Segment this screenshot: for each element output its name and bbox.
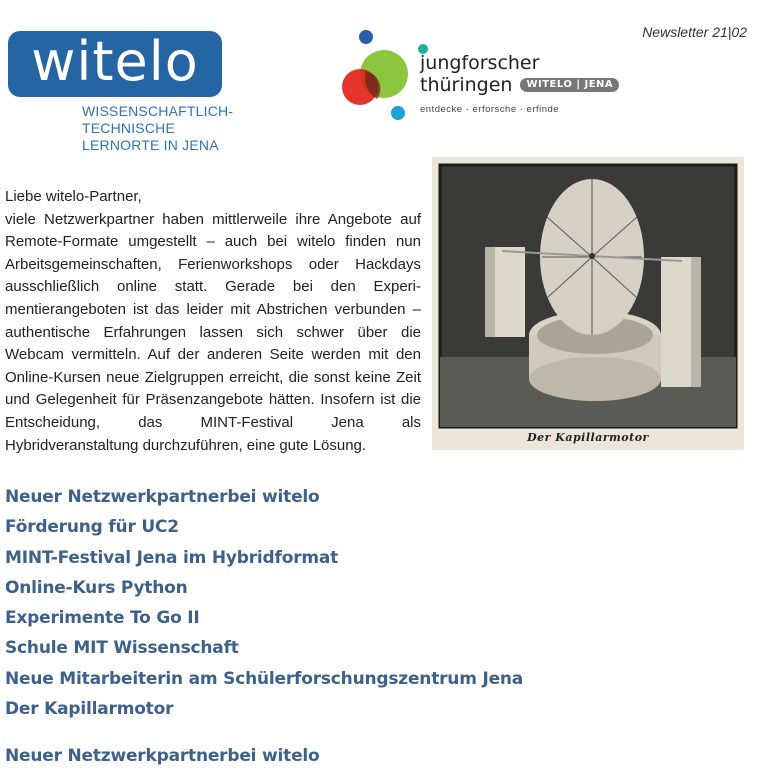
newsletter-number: Newsletter 21|02 — [642, 24, 747, 40]
jungforscher-line2 — [420, 74, 619, 96]
intro-body: viele Netzwerkpartner haben mittlerweile ihre Angebote auf Remote-Formate umgestellt – auch bei witelo finden nun Arbeitsgemeinschaften, Ferienworkshops oder Hackdays ausschließlich online statt. Gerade bei den Experimentierangeboten ist das leider mit Abstrichen verbunden – authentische Erfahrungen lassen sich schwer über die Webcam vermitteln. Auf der anderen Seite werden mit den Online-Kursen neue Zielgruppen erreicht, die sonst keine Zeit und Gelegenheit für Präsenzangebote hätten. Insofern ist die Entscheidung, das MINT-Festival Jena als Hybridveranstaltung durchzuführen, eine gute Lösung. — [5, 210, 421, 454]
toc-link-experimente-to-go[interactable]: Experimente To Go II — [5, 608, 200, 629]
witelo-logo-text: witelo — [31, 30, 199, 93]
toc-link-neue-mitarbeiterin[interactable]: Neue Mitarbeiterin am Schülerforschungszentrum Jena — [5, 668, 524, 689]
section-heading: Neuer Netzwerkpartnerbei witelo — [5, 746, 320, 766]
toc-link-kapillarmotor[interactable]: Der Kapillarmotor — [5, 699, 174, 720]
witelo-subtitle-line2: LERNORTE IN JENA — [82, 137, 219, 153]
intro-text — [5, 186, 421, 457]
kapillarmotor-image — [432, 157, 744, 450]
witelo-jena-badge: WITELO | JENA — [520, 78, 619, 92]
figure-caption: Der Kapillarmotor — [527, 431, 649, 444]
jungforscher-wordmark — [420, 52, 619, 115]
witelo-subtitle-line1: WISSENSCHAFTLICH-TECHNISCHE — [82, 103, 234, 136]
jungforscher-line1: jungforscher — [420, 52, 540, 74]
toc-link-schule-mit-wissenschaft[interactable]: Schule MIT Wissenschaft — [5, 638, 239, 659]
kapillarmotor-illustration — [432, 157, 744, 450]
witelo-logo — [8, 31, 222, 97]
table-of-contents — [5, 482, 605, 724]
jungforscher-tagline: entdecke · erforsche · erfinde — [420, 104, 560, 115]
toc-link-foerderung-uc2[interactable]: Förderung für UC2 — [5, 517, 179, 538]
toc-link-python-kurs[interactable]: Online-Kurs Python — [5, 577, 188, 598]
toc-link-netzwerkpartner[interactable]: Neuer Netzwerkpartnerbei witelo — [5, 487, 320, 507]
intro-greeting: Liebe witelo-Partner, — [5, 188, 142, 205]
toc-link-mint-festival[interactable]: MINT-Festival Jena im Hybridformat — [5, 547, 339, 568]
witelo-subtitle — [82, 103, 322, 154]
jungforscher-line2-text: thüringen — [420, 74, 513, 96]
